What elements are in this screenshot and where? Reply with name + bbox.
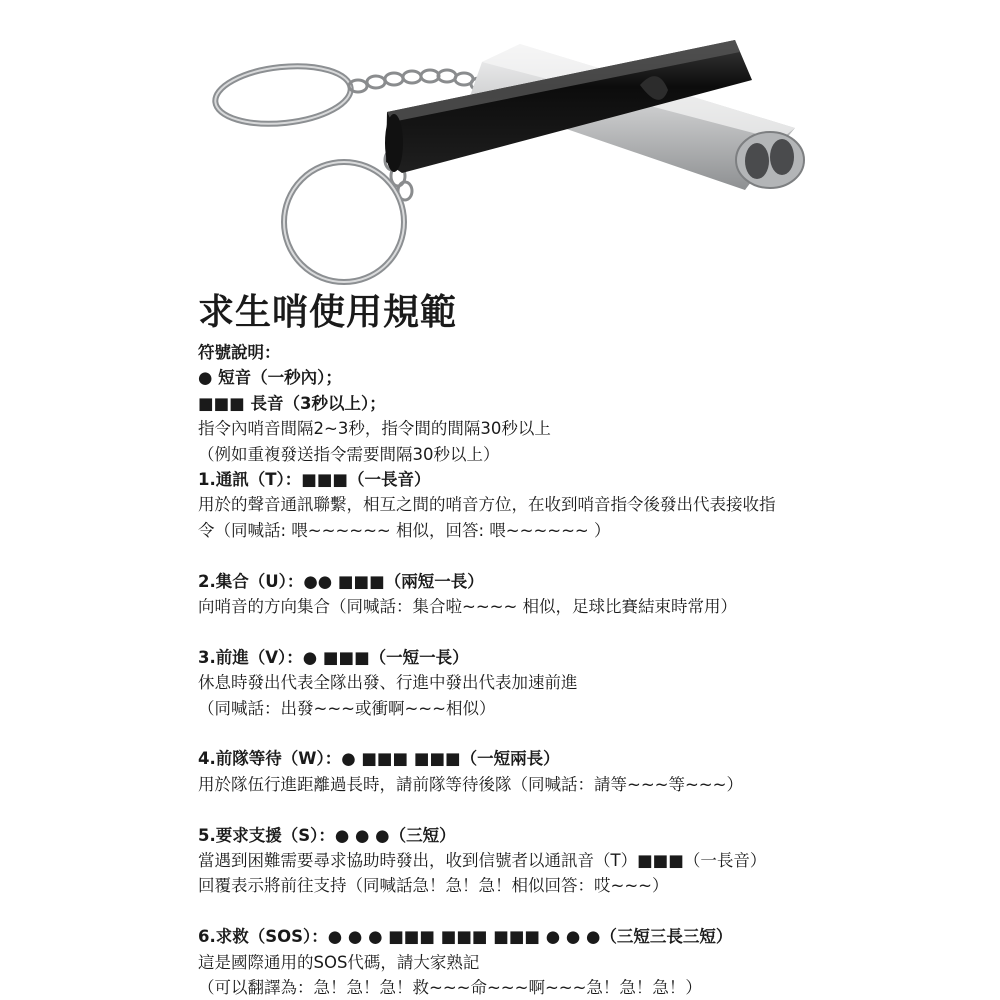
section-communication: [198, 467, 978, 543]
whistle-usage-guide: [198, 290, 978, 1000]
spacer: [198, 797, 978, 822]
spacer: [198, 543, 978, 568]
section-heading: 6.求救（SOS）：● ● ● ■■■ ■■■ ■■■ ● ● ●（三短三長三短）: [198, 927, 733, 947]
legend-long-tone: ■■■ 長音（3秒以上）；: [198, 393, 386, 413]
section-advance: [198, 645, 978, 721]
section-text: （同喊話：出發~~~或衝啊~~~相似）: [198, 698, 496, 718]
section-sos: [198, 924, 978, 1000]
section-text: 向哨音的方向集合（同喊話：集合啦~~~~ 相似，足球比賽結束時常用）: [198, 597, 738, 617]
section-assemble: [198, 569, 978, 620]
section-text: 這是國際通用的SOS代碼，請大家熟記: [198, 952, 480, 972]
section-text: 用於隊伍行進距離過長時，請前隊等待後隊（同喊話：請等~~~等~~~）: [198, 774, 743, 794]
spacer: [198, 721, 978, 746]
section-text: （可以翻譯為：急！急！急！救~~~命~~~啊~~~急！急！急！）: [198, 978, 702, 998]
whistle-keychain-photo: [0, 0, 1000, 285]
section-heading: 4.前隊等待（W）：● ■■■ ■■■（一短兩長）: [198, 749, 560, 769]
spacer: [198, 899, 978, 924]
legend-heading: 符號說明：: [198, 343, 281, 362]
key-ring-top: [212, 60, 353, 130]
section-front-wait: [198, 746, 978, 797]
key-ring-bottom: [284, 162, 404, 282]
section-text: 當遇到困難需要尋求協助時發出，收到信號者以通訊音（T）■■■（一長音）: [198, 851, 767, 871]
section-request-support: [198, 823, 978, 899]
spacer: [198, 619, 978, 644]
section-text: 令（同喊話: 喂~~~~~~ 相似，回答: 喂~~~~~~ ）: [198, 520, 611, 540]
section-text: 休息時發出代表全隊出發、行進中發出代表加速前進: [198, 673, 578, 693]
section-heading: 2.集合（U）：●● ■■■（兩短一長）: [198, 571, 484, 591]
section-heading: 3.前進（V）：● ■■■（一短一長）: [198, 647, 469, 667]
legend-short-tone: ● 短音（一秒內）；: [198, 368, 342, 388]
page-title: 求生哨使用規範: [198, 292, 458, 333]
section-text: 用於的聲音通訊聯繫，相互之間的哨音方位，在收到哨音指令後發出代表接收指: [198, 495, 776, 515]
section-heading: 5.要求支援（S）：● ● ●（三短）: [198, 825, 456, 845]
section-text: 回覆表示將前往支持（同喊話急！急！急！相似回答：哎~~~）: [198, 876, 669, 896]
section-heading: 1.通訊（T）：■■■（一長音）: [198, 470, 431, 490]
legend-interval: 指令內哨音間隔2~3秒，指令間的間隔30秒以上: [198, 419, 551, 439]
legend-example: （例如重複發送指令需要間隔30秒以上）: [198, 444, 500, 464]
